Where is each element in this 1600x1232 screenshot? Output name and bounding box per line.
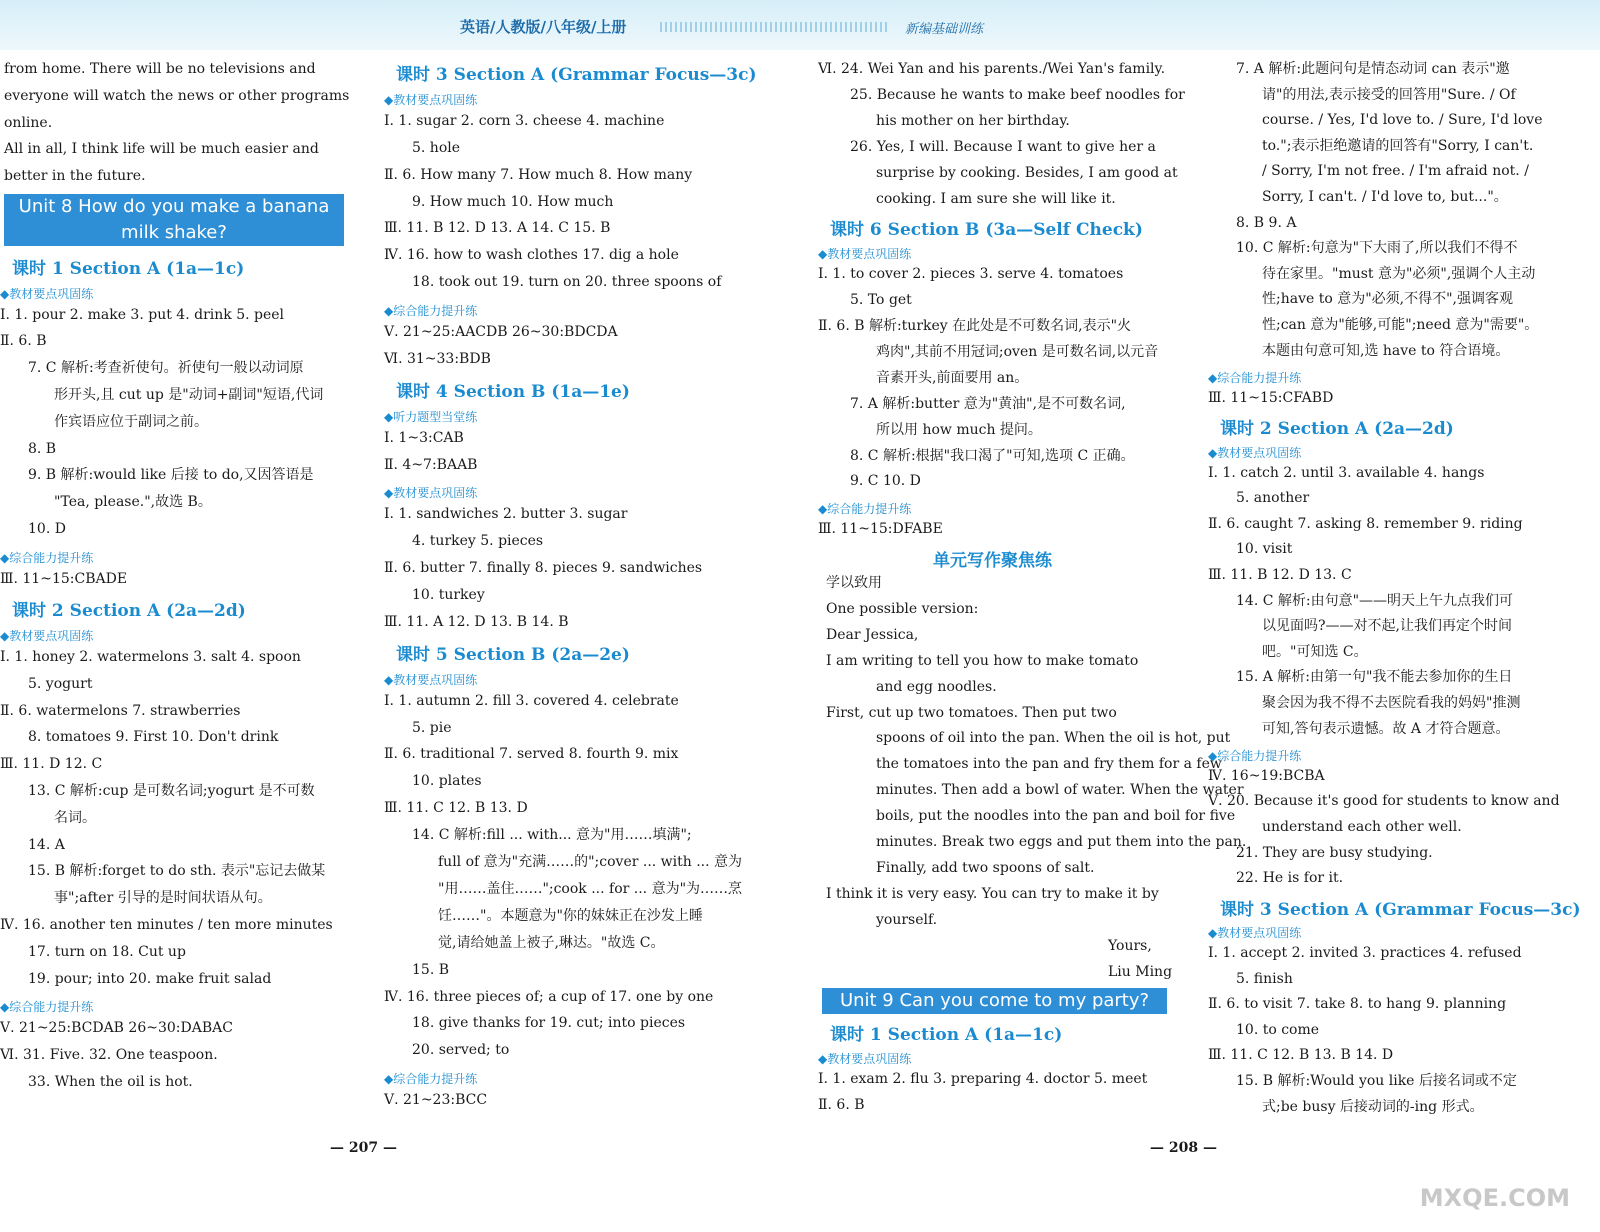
answer-line: 5. hole <box>412 139 461 156</box>
answer-line: Ⅰ. 1. pour 2. make 3. put 4. drink 5. peel <box>0 306 285 323</box>
answer-line: Ⅱ. 4~7:BAAB <box>384 456 478 473</box>
answer-line: 5. yogurt <box>28 675 93 692</box>
lesson-heading: 课时 3 Section A (Grammar Focus—3c) <box>396 65 757 85</box>
answer-line: 20. served; to <box>412 1042 510 1059</box>
lesson-heading: 课时 2 Section A (2a—2d) <box>1220 419 1454 440</box>
answer-line: 名词。 <box>54 809 96 826</box>
header-brand: 新编基础训练 <box>905 22 984 37</box>
answer-line: Ⅳ. 16. another ten minutes / ten more minutes <box>0 917 333 933</box>
answer-line: 10. plates <box>412 773 482 790</box>
answer-line: I am writing to tell you how to make tomato <box>826 652 1139 669</box>
answer-line: 性;can 意为"能够,可能";need 意为"需要"。 <box>1262 317 1539 333</box>
answer-line: 以见面吗?——对不起,让我们再定个时间 <box>1262 618 1512 635</box>
answer-line: 5. another <box>1236 490 1310 507</box>
answer-line: 10. C 解析:句意为"下大雨了,所以我们不得不 <box>1236 240 1518 257</box>
answer-line: 4. turkey 5. pieces <box>412 533 544 550</box>
answer-line: 9. B 解析:would like 后接 to do,又因答语是 <box>28 467 314 484</box>
answer-line: Ⅲ. 11. C 12. B 13. D <box>384 800 528 817</box>
lesson-heading: 课时 6 Section B (3a—Self Check) <box>830 220 1143 241</box>
answer-line: Ⅵ. 24. Wei Yan and his parents./Wei Yan's family. <box>818 61 1166 77</box>
answer-line: 聚会因为我不得不去医院看我的妈妈"推测 <box>1262 695 1521 711</box>
answer-line: 9. How much 10. How much <box>412 193 614 210</box>
answer-line: 8. B <box>28 440 57 457</box>
answer-line: 所以用 how much 提问。 <box>876 421 1042 438</box>
section-tag: ◆教材要点巩固练 <box>818 247 912 262</box>
answer-line: 8. B 9. A <box>1236 214 1297 231</box>
answer-line: All in all, I think life will be much easier and <box>4 141 319 158</box>
answer-line: cooking. I am sure she will like it. <box>876 190 1116 207</box>
answer-line: Yours, <box>1108 937 1152 954</box>
section-tag: ◆教材要点巩固练 <box>1208 926 1302 941</box>
answer-line: Ⅱ. 6. watermelons 7. strawberries <box>0 702 241 719</box>
answer-line: understand each other well. <box>1262 819 1462 835</box>
answer-line: Ⅲ. 11~15:DFABE <box>818 521 943 538</box>
answer-line: Ⅱ. 6. butter 7. finally 8. pieces 9. sandwiches <box>384 560 703 577</box>
answer-line: Ⅵ. 31. Five. 32. One teaspoon. <box>0 1047 218 1063</box>
answer-line: Ⅲ. 11~15:CBADE <box>0 570 128 587</box>
answer-line: Ⅲ. 11. D 12. C <box>0 756 103 773</box>
answer-line: Ⅴ. 21~25:AACDB 26~30:BDCDA <box>384 324 618 340</box>
answer-line: Ⅲ. 11. B 12. D 13. C <box>1208 567 1352 583</box>
section-tag: ◆教材要点巩固练 <box>384 486 478 501</box>
answer-line: 10. to come <box>1236 1021 1320 1038</box>
answer-line: Ⅱ. 6. traditional 7. served 8. fourth 9. mix <box>384 746 679 763</box>
unit-title: Unit 8 How do you make a banana milk shake? <box>4 194 344 246</box>
answer-line: Ⅱ. 6. B <box>818 1097 865 1114</box>
answer-line: Ⅰ. 1. autumn 2. fill 3. covered 4. celebrate <box>384 692 679 709</box>
answer-line: 14. A <box>28 836 65 853</box>
answer-line: his mother on her birthday. <box>876 112 1070 129</box>
answer-line: 7. C 解析:考查祈使句。祈使句一般以动词原 <box>28 360 304 377</box>
section-tag: ◆综合能力提升练 <box>384 1072 478 1087</box>
lesson-heading: 课时 5 Section B (2a—2e) <box>396 644 630 665</box>
header-stripe <box>660 22 890 32</box>
answer-line: Ⅱ. 6. How many 7. How much 8. How many <box>384 166 693 183</box>
section-tag: ◆教材要点巩固练 <box>1208 446 1302 460</box>
unit-title: Unit 9 Can you come to my party? <box>822 988 1167 1014</box>
answer-line: 可知,答句表示遗憾。故 A 才符合题意。 <box>1262 720 1510 737</box>
answer-line: 10. D <box>28 521 66 537</box>
answer-line: 7. A 解析:butter 意为"黄油",是不可数名词, <box>850 395 1126 412</box>
answer-line: / Sorry, I'm not free. / I'm afraid not. / <box>1262 163 1529 180</box>
answer-line: Ⅴ. 20. Because it's good for students to know and <box>1208 793 1560 810</box>
answer-line: Ⅱ. 6. caught 7. asking 8. remember 9. riding <box>1208 515 1523 532</box>
answer-line: surprise by cooking. Besides, I am good at <box>876 164 1178 181</box>
answer-line: 26. Yes, I will. Because I want to give her a <box>850 138 1156 155</box>
section-tag: ◆教材要点巩固练 <box>384 672 478 687</box>
answer-line: 17. turn on 18. Cut up <box>28 943 186 960</box>
answer-line: full of 意为"充满……的";cover ... with ... 意为 <box>438 854 743 870</box>
section-tag: ◆综合能力提升练 <box>1208 371 1302 386</box>
lesson-heading: 课时 2 Section A (2a—2d) <box>12 601 246 622</box>
answer-line: 18. took out 19. turn on 20. three spoons of <box>412 274 722 291</box>
answer-line: the tomatoes into the pan and fry them for a few <box>876 756 1222 773</box>
answer-line: 10. turkey <box>412 587 485 603</box>
lesson-heading: 课时 1 Section A (1a—1c) <box>12 259 245 279</box>
section-tag: ◆教材要点巩固练 <box>818 1052 912 1067</box>
answer-line: minutes. Then add a bowl of water. When the water <box>876 782 1244 799</box>
answer-line: 事";after 引导的是时间状语从句。 <box>54 890 272 907</box>
answer-line: 形开头,且 cut up 是"动词+副词"短语,代词 <box>54 387 324 403</box>
answer-line: boils, put the noodles into the pan and boil for five <box>876 808 1236 825</box>
answer-line: yourself. <box>876 911 938 928</box>
answer-line: Ⅳ. 16. how to wash clothes 17. dig a hole <box>384 247 679 264</box>
answer-line: I think it is very easy. You can try to make it by <box>826 885 1159 902</box>
answer-line: Sorry, I can't. / I'd love to, but..."。 <box>1262 189 1508 205</box>
answer-line: 14. C 解析:由句意"——明天上午九点我们可 <box>1236 592 1514 609</box>
section-tag: ◆教材要点巩固练 <box>0 629 94 644</box>
answer-line: Ⅲ. 11. A 12. D 13. B 14. B <box>384 613 569 630</box>
answer-line: Ⅰ. 1~3:CAB <box>384 429 464 446</box>
answer-line: 作宾语应位于副词之前。 <box>54 413 208 430</box>
answer-line: 学以致用 <box>826 575 882 591</box>
answer-line: 7. A 解析:此题问句是情态动词 can 表示"邀 <box>1236 61 1510 77</box>
answer-line: 14. C 解析:fill ... with... 意为"用……填满"; <box>412 827 692 844</box>
answer-line: better in the future. <box>4 168 146 185</box>
answer-line: 15. B <box>412 961 450 978</box>
watermark: MXQE.COM <box>1419 1184 1570 1212</box>
answer-line: Ⅵ. 31~33:BDB <box>384 350 491 367</box>
answer-line: Dear Jessica, <box>826 626 919 643</box>
answer-line: 8. C 解析:根据"我口渴了"可知,选项 C 正确。 <box>850 447 1135 464</box>
answer-line: Ⅰ. 1. accept 2. invited 3. practices 4. refused <box>1208 945 1522 961</box>
answer-line: "Tea, please.",故选 B。 <box>54 494 212 511</box>
answer-line: spoons of oil into the pan. When the oil is hot, put <box>876 730 1231 747</box>
answer-line: 15. B 解析:Would you like 后接名词或不定 <box>1236 1073 1517 1089</box>
answer-line: 待在家里。"must 意为"必须",强调个人主动 <box>1262 265 1536 282</box>
answer-line: Liu Ming <box>1108 963 1173 980</box>
answer-line: Ⅰ. 1. catch 2. until 3. available 4. hangs <box>1208 464 1485 481</box>
section-tag: ◆综合能力提升练 <box>384 304 478 319</box>
answer-line: One possible version: <box>826 600 979 617</box>
answer-line: 性;have to 意为"必须,不得不",强调客观 <box>1262 291 1514 308</box>
answer-line: Ⅱ. 6. to visit 7. take 8. to hang 9. planning <box>1208 996 1507 1013</box>
answer-line: Ⅱ. 6. B <box>0 333 47 350</box>
answer-line: 5. pie <box>412 719 452 736</box>
answer-line: to.";表示拒绝邀请的回答有"Sorry, I can't. <box>1262 137 1534 154</box>
answer-line: 觉,请给她盖上被子,琳达。"故选 C。 <box>438 934 665 951</box>
answer-line: 吧。"可知选 C。 <box>1262 643 1368 660</box>
section-tag: ◆综合能力提升练 <box>0 1000 94 1015</box>
answer-line: 13. C 解析:cup 是可数名词;yogurt 是不可数 <box>28 783 315 799</box>
answer-line: 15. A 解析:由第一句"我不能去参加你的生日 <box>1236 669 1513 686</box>
answer-line: 5. finish <box>1236 970 1293 987</box>
answer-line: 饪……"。本题意为"你的妹妹正在沙发上睡 <box>438 907 703 924</box>
header-title: 英语/人教版/八年级/上册 <box>460 18 627 36</box>
answer-line: 9. C 10. D <box>850 473 921 490</box>
answer-line: Finally, add two spoons of salt. <box>876 859 1095 876</box>
answer-line: 15. B 解析:forget to do sth. 表示"忘记去做某 <box>28 863 326 880</box>
page-header <box>0 0 1600 50</box>
answer-line: "用……盖住……";cook ... for ... 意为"为……烹 <box>438 880 743 897</box>
answer-line: Ⅲ. 11. B 12. D 13. A 14. C 15. B <box>384 220 611 237</box>
answer-line: 33. When the oil is hot. <box>28 1073 193 1090</box>
answer-line: Ⅱ. 6. B 解析:turkey 在此处是不可数名词,表示"火 <box>818 318 1132 334</box>
answer-line: everyone will watch the news or other programs <box>4 87 350 104</box>
lesson-heading: 课时 3 Section A (Grammar Focus—3c) <box>1220 899 1581 920</box>
section-tag: ◆教材要点巩固练 <box>0 286 94 301</box>
section-tag: ◆综合能力提升练 <box>0 550 94 565</box>
answer-line: Ⅲ. 11. C 12. B 13. B 14. D <box>1208 1047 1394 1064</box>
answer-line: and egg noodles. <box>876 678 997 695</box>
answer-line: 21. They are busy studying. <box>1236 844 1433 861</box>
answer-line: Ⅴ. 21~23:BCC <box>384 1092 488 1109</box>
section-tag: ◆教材要点巩固练 <box>384 92 478 107</box>
answer-line: 22. He is for it. <box>1236 870 1344 887</box>
answer-line: 5. To get <box>850 292 912 309</box>
answer-line: 鸡肉",其前不用冠词;oven 是可数名词,以元音 <box>876 343 1159 360</box>
answer-line: 式;be busy 后接动词的-ing 形式。 <box>1262 1098 1484 1115</box>
answer-line: 10. visit <box>1236 541 1293 558</box>
answer-line: Ⅳ. 16. three pieces of; a cup of 17. one by one <box>384 988 714 1005</box>
answer-line: online. <box>4 114 53 131</box>
answer-line: from home. There will be no televisions and <box>4 61 316 77</box>
answer-line: Ⅳ. 16~19:BCBA <box>1208 767 1325 784</box>
answer-line: 25. Because he wants to make beef noodles for <box>850 86 1185 103</box>
answer-line: minutes. Break two eggs and put them into the pan. <box>876 834 1247 850</box>
answer-line: 19. pour; into 20. make fruit salad <box>28 970 272 987</box>
section-tag: ◆综合能力提升练 <box>818 502 912 517</box>
lesson-heading: 课时 4 Section B (1a—1e) <box>396 381 630 402</box>
lesson-heading: 单元写作聚焦练 <box>933 551 1052 572</box>
answer-line: 音素开头,前面要用 an。 <box>876 369 1029 386</box>
answer-line: 本题由句意可知,选 have to 符合语境。 <box>1262 342 1510 359</box>
answer-line: 18. give thanks for 19. cut; into pieces <box>412 1015 686 1032</box>
answer-line: Ⅲ. 11~15:CFABD <box>1208 389 1334 406</box>
answer-line: Ⅰ. 1. sugar 2. corn 3. cheese 4. machine <box>384 112 665 129</box>
section-tag: ◆综合能力提升练 <box>1208 749 1302 764</box>
answer-line: Ⅴ. 21~25:BCDAB 26~30:DABAC <box>0 1020 233 1037</box>
lesson-heading: 课时 1 Section A (1a—1c) <box>830 1025 1063 1046</box>
answer-line: Ⅰ. 1. honey 2. watermelons 3. salt 4. spoon <box>0 649 301 665</box>
section-tag: ◆听力题型当堂练 <box>384 409 478 424</box>
answer-line: 请"的用法,表示接受的回答用"Sure. / Of <box>1262 86 1516 103</box>
answer-line: Ⅰ. 1. to cover 2. pieces 3. serve 4. tomatoes <box>818 266 1124 283</box>
answer-line: Ⅰ. 1. exam 2. flu 3. preparing 4. doctor 5. meet <box>818 1071 1148 1088</box>
page-number-left: — 207 — <box>330 1140 397 1156</box>
answer-line: 8. tomatoes 9. First 10. Don't drink <box>28 729 279 746</box>
answer-line: course. / Yes, I'd love to. / Sure, I'd love <box>1262 112 1543 129</box>
answer-line: First, cut up two tomatoes. Then put two <box>826 704 1117 721</box>
page-number-right: — 208 — <box>1150 1140 1217 1156</box>
answer-line: Ⅰ. 1. sandwiches 2. butter 3. sugar <box>384 506 628 523</box>
